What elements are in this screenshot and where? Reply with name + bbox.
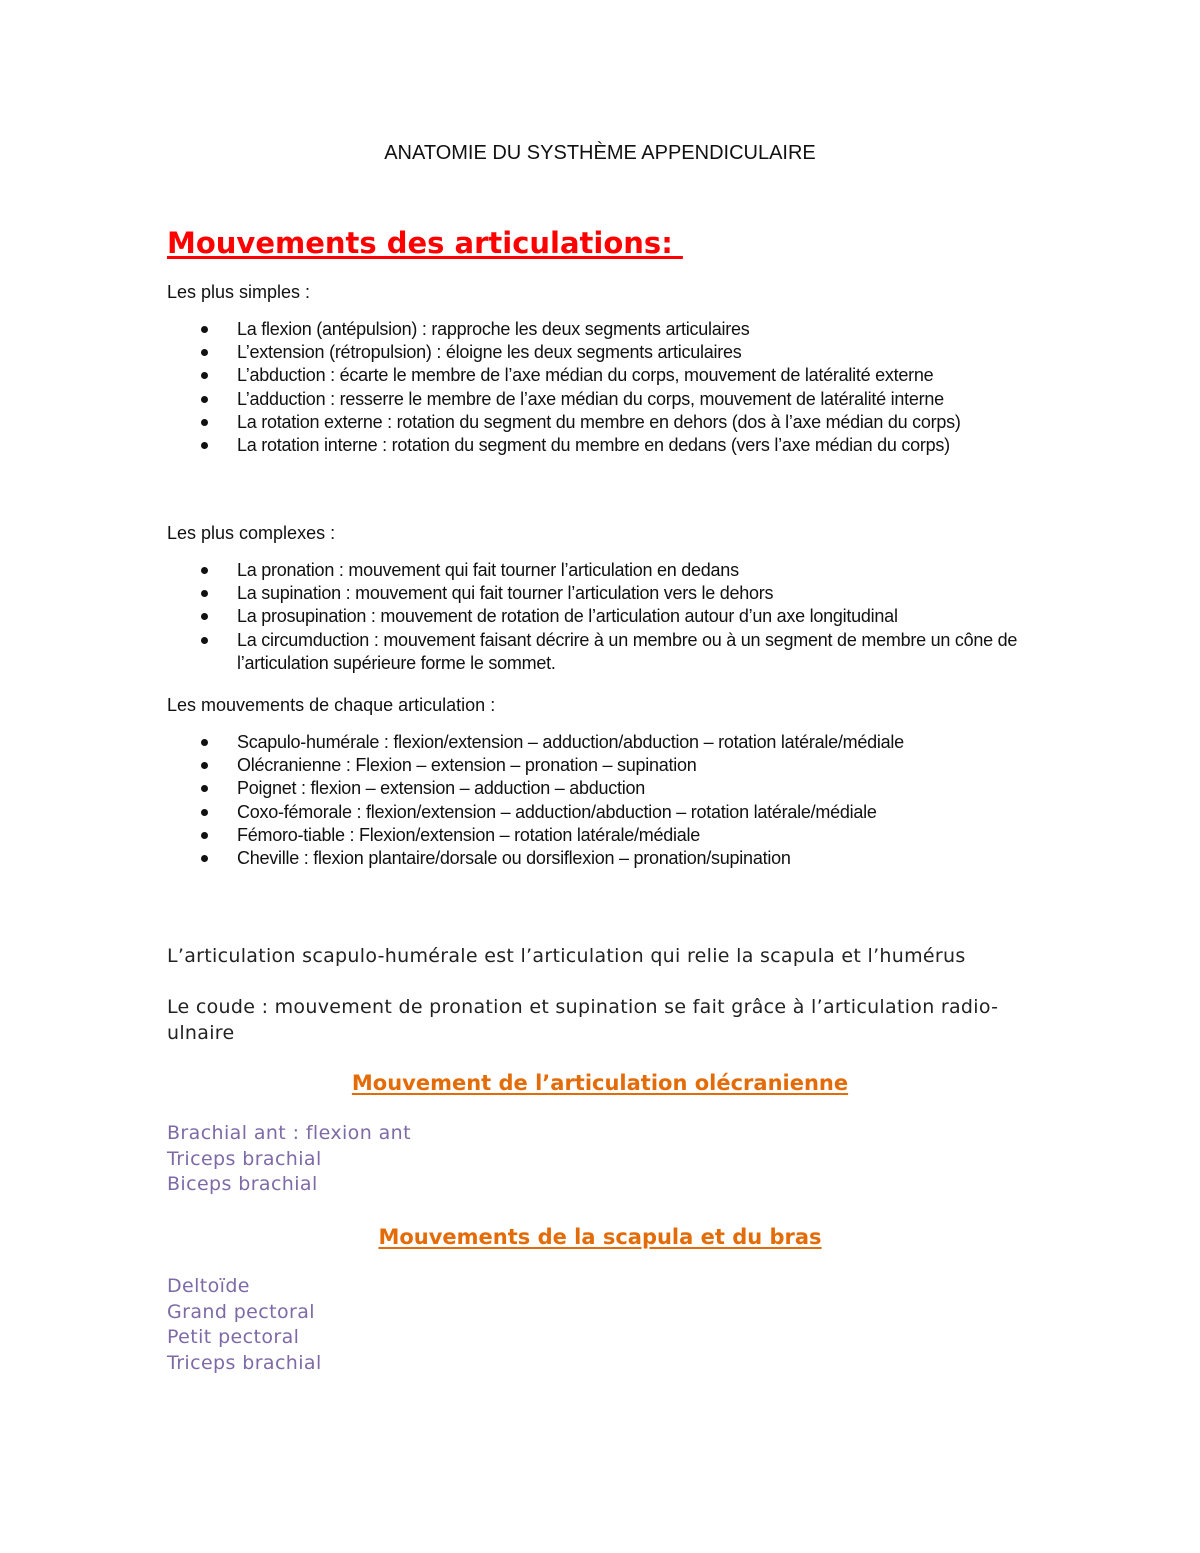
list-item: Coxo-fémorale : flexion/extension – adduction/abduction – rotation latérale/médiale	[167, 801, 1047, 824]
list-item: Brachial ant : flexion ant	[167, 1122, 411, 1144]
list-item: La rotation externe : rotation du segment du membre en dehors (dos à l’axe médian du corps)	[167, 411, 1047, 434]
bullet-icon	[201, 396, 208, 403]
list-item: Biceps brachial	[167, 1173, 318, 1195]
bullet-icon	[201, 855, 208, 862]
list-item: Fémoro-tiable : Flexion/extension – rotation latérale/médiale	[167, 824, 1047, 847]
list-item: L’adduction : resserre le membre de l’axe médian du corps, mouvement de latéralité interne	[167, 388, 1047, 411]
list-item: L’extension (rétropulsion) : éloigne les deux segments articulaires	[167, 341, 1047, 364]
bullet-icon	[201, 785, 208, 792]
bullet-icon	[201, 637, 208, 644]
paragraph-scapulo-humerale: L’articulation scapulo-humérale est l’articulation qui relie la scapula et l’humérus	[167, 945, 966, 967]
list-item: Triceps brachial	[167, 1351, 322, 1374]
complex-movements-intro: Les plus complexes :	[167, 523, 336, 543]
joint-movements-intro: Les mouvements de chaque articulation :	[167, 695, 496, 715]
list-item: Cheville : flexion plantaire/dorsale ou dorsiflexion – pronation/supination	[167, 847, 1047, 870]
simple-movements-list	[167, 318, 1047, 457]
list-item: La pronation : mouvement qui fait tourner l’articulation en dedans	[167, 559, 1047, 582]
list-item: Olécranienne : Flexion – extension – pronation – supination	[167, 754, 1047, 777]
bullet-icon	[201, 809, 208, 816]
bullet-icon	[201, 832, 208, 839]
paragraph-coude: Le coude : mouvement de pronation et supination se fait grâce à l’articulation radio-ulnaire	[167, 996, 999, 1044]
bullet-icon	[201, 419, 208, 426]
muscle-list-olecranienne	[167, 1121, 411, 1198]
list-item: L’abduction : écarte le membre de l’axe médian du corps, mouvement de latéralité externe	[167, 364, 1047, 387]
bullet-icon	[201, 442, 208, 449]
complex-movements-list	[167, 559, 1047, 675]
main-heading: Mouvements des articulations:	[167, 226, 683, 260]
bullet-icon	[201, 739, 208, 746]
bullet-icon	[201, 326, 208, 333]
section-heading-olecranienne: Mouvement de l’articulation olécranienne	[351, 1071, 849, 1095]
section-heading-scapula: Mouvements de la scapula et du bras	[378, 1225, 822, 1249]
list-item: La flexion (antépulsion) : rapproche les deux segments articulaires	[167, 318, 1047, 341]
list-item: Triceps brachial	[167, 1147, 322, 1170]
list-item: La prosupination : mouvement de rotation de l’articulation autour d’un axe longitudinal	[167, 605, 1047, 628]
list-item: La supination : mouvement qui fait tourner l’articulation vers le dehors	[167, 582, 1047, 605]
list-item: La circumduction : mouvement faisant décrire à un membre ou à un segment de membre un cône de l’articulation supérieure forme le sommet.	[167, 629, 1047, 675]
list-item: Poignet : flexion – extension – adduction – abduction	[167, 777, 1047, 800]
bullet-icon	[201, 567, 208, 574]
muscle-list-scapula	[167, 1274, 322, 1376]
list-item: Petit pectoral	[167, 1326, 300, 1348]
bullet-icon	[201, 590, 208, 597]
joint-movements-list	[167, 731, 1047, 870]
list-item: Deltoïde	[167, 1275, 250, 1297]
simple-movements-intro: Les plus simples :	[167, 282, 311, 302]
bullet-icon	[201, 762, 208, 769]
list-item: Grand pectoral	[167, 1300, 315, 1323]
list-item: La rotation interne : rotation du segment du membre en dedans (vers l’axe médian du corps)	[167, 434, 1047, 457]
bullet-icon	[201, 372, 208, 379]
list-item: Scapulo-humérale : flexion/extension – adduction/abduction – rotation latérale/médiale	[167, 731, 1047, 754]
bullet-icon	[201, 613, 208, 620]
bullet-icon	[201, 349, 208, 356]
document-title: ANATOMIE DU SYSTHÈME APPENDICULAIRE	[384, 142, 816, 164]
